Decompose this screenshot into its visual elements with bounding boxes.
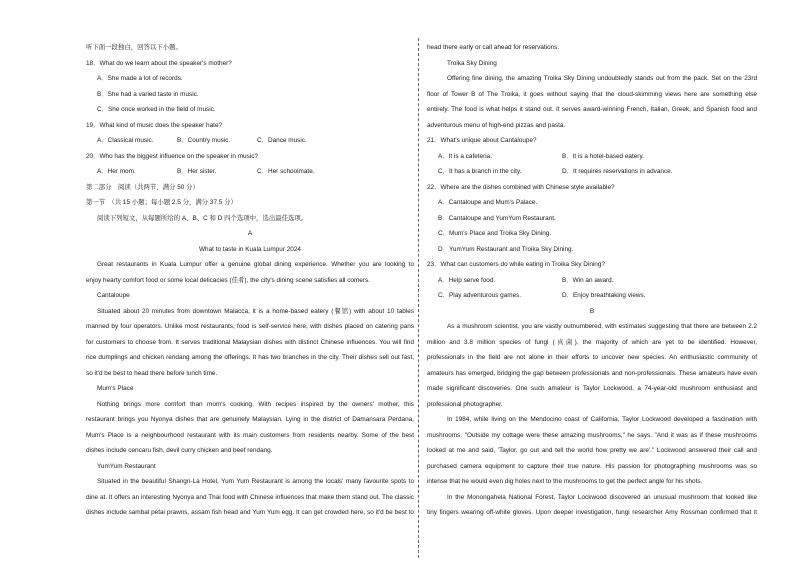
question-22-option-d[interactable]: D．YumYum Restaurant and Troika Sky Dining.	[438, 245, 574, 253]
question-19-option-a[interactable]: A．Classical music.	[97, 137, 154, 144]
passage-b-paragraph-3-line: In the Monongahela National Forest, Taylor Lockwood discovered an unusual mushroom that looked like	[447, 493, 757, 501]
question-19-options	[86, 133, 414, 149]
passage-b-paragraph-2-line: looked at me and said, 'Taylor, go out and tell the world how pretty we are'." Lockwood answered their call and	[427, 447, 757, 454]
mums-place-heading: Mum's Place	[97, 385, 134, 392]
left-column	[86, 40, 414, 521]
troika-line: floor of Tower B of The Troika, it goes without saying that the cloud-skimming views here are something else	[427, 90, 757, 98]
question-20-stem: 20．Who has the biggest influence on the speaker in music?	[86, 152, 258, 160]
reading-directions: 阅读下列短文，从每题所给的 A、B、C 和 D 四个选项中，选出最佳选项。	[97, 214, 308, 222]
question-23-option-a[interactable]: A．Help serve food.	[438, 276, 496, 284]
listening-instruction: 听下面一段独白，回答以下小题。	[86, 44, 182, 51]
passage-b-paragraph-1-line: amateurs has emerged, bridging the gap between professionals and non-professionals. These amateurs have even	[427, 369, 757, 377]
question-21-options-row-2	[427, 164, 757, 180]
passage-a-letter: A	[247, 230, 253, 237]
question-20-options	[86, 164, 414, 180]
question-21-option-a[interactable]: A．It is a cafeteria.	[438, 152, 492, 160]
yumyum-line: head there early or call ahead for reservations.	[427, 44, 560, 51]
question-18-stem: 18．What do we learn about the speaker's mother?	[86, 59, 232, 67]
question-18-option-c[interactable]: C．She once worked in the field of music.	[97, 106, 216, 113]
yumyum-heading: YumYum Restaurant	[97, 462, 156, 470]
cantaloupe-line: rice dumplings and chicken rendang among the offerings. It has two branches in the city. Their dishes sell out fast,	[86, 354, 414, 361]
passage-b-paragraph-2-line: purchased camera equipment to capture their true nature. His passion for photographing mushrooms was so	[427, 462, 757, 470]
mums-place-line: dishes include cencaru fish, devil curry chicken and beef rendang.	[86, 447, 273, 454]
passage-b-paragraph-1-line: made significant discoveries. One such amateur is Taylor Lockwood, a 74-year-old mushroom enthusiast and	[427, 385, 757, 392]
question-21-options-row-1	[427, 149, 757, 165]
mums-place-line: Mum's Place is a neighbourhood restaurant with its main customers from residents nearby. Some of the best	[86, 431, 414, 439]
passage-b-paragraph-1-line: professional photographer.	[427, 400, 503, 408]
question-19-option-c[interactable]: C．Dance music.	[257, 137, 307, 144]
question-22-stem: 22．Where are the dishes combined with Chinese style available?	[427, 183, 615, 191]
troika-heading: Troika Sky Dining	[447, 59, 497, 67]
intro-line: enjoy hearty comfort food or some local delicacies (佳肴), the city's dining scene satisfies all comers.	[86, 276, 370, 284]
passage-b-paragraph-1-line: million and 3.8 million species of fungi (真菌), the majority of which are yet to be identified. However,	[427, 338, 757, 346]
passage-b-paragraph-2-line: mushrooms. "Outside my cottage were these amazing mushrooms," he says. "And it was as if these mushrooms	[427, 431, 757, 439]
passage-b-paragraph-2-line: In 1984, while living on the Mendocino coast of California, Taylor Lockwood developed a fascination with	[447, 416, 757, 423]
question-21-option-b[interactable]: B．It is a hotel-based eatery.	[562, 152, 644, 160]
question-21-option-d[interactable]: D．It requires reservations in advance.	[562, 168, 673, 175]
right-column	[427, 40, 757, 521]
question-23-options-row-2	[427, 288, 757, 304]
question-22-option-b[interactable]: B．Cantaloupe and YumYum Restaurant.	[438, 214, 556, 222]
intro-line: Great restaurants in Kuala Lumpur offer a genuine global dining experience. Whether you are looking to	[97, 261, 414, 268]
cantaloupe-line: Situated about 20 minutes from downtown Malacca, it is a home-based eatery (餐馆) with about 10 tables	[97, 307, 414, 315]
question-23-option-c[interactable]: C．Play adventurous games.	[438, 292, 522, 299]
cantaloupe-line: so it'd be best to head there before lunch time.	[86, 369, 218, 377]
question-18-option-b[interactable]: B．She had a varied taste in music.	[97, 90, 199, 98]
passage-b-paragraph-1-line: professionals in the field are not alone in their efforts to uncover new species. An enthusiastic community of	[427, 354, 757, 361]
yumyum-line: dishes include sambal petai prawns, assam fish head and Yum Yum egg. It can get crowded here, so it'd be best to	[86, 509, 414, 516]
mums-place-line: restaurant brings you Nyonya dishes that are genuinely Malaysian. Lying in the district of Damansara Perdana,	[86, 416, 414, 423]
question-22-option-a[interactable]: A．Cantaloupe and Mum's Palace.	[438, 199, 538, 206]
cantaloupe-heading: Cantaloupe	[97, 292, 130, 299]
yumyum-line: dine at. It offers an interesting Nyonya and Thai food with Chinese influences that make them stand out. The classic	[86, 493, 414, 501]
passage-b-paragraph-1-line: As a mushroom scientist, you are vastly outnumbered, with estimates suggesting that there are between 2.2	[447, 323, 757, 330]
cantaloupe-line: manned by four operators. Unlike most restaurants, food is self-service here, with dishes placed on catering pans	[86, 323, 414, 330]
question-21-option-c[interactable]: C．It has a branch in the city.	[438, 168, 522, 175]
cantaloupe-line: for customers to choose from. It serves traditional Malaysian dishes with distinct Chinese influences. You will find	[86, 338, 414, 346]
troika-line: entirely. The food is what helps it stand out. It serves award-winning French, Italian, Greek, and Spanish food and	[427, 106, 757, 113]
column-divider	[418, 38, 419, 558]
question-23-stem: 23．What can customers do while eating in Troika Sky Dining?	[427, 261, 605, 268]
mums-place-line: Nothing brings more comfort than mom's cooking. With recipes inspired by the owners' mother, this	[97, 400, 414, 408]
section-one-heading: 第一节 （共 15 小题；每小题 2.5 分，满分 37.5 分）	[86, 199, 237, 206]
passage-b-paragraph-2-line: intense that he would even dig holes next to the mushrooms to get the perfect angle for his shots.	[427, 478, 703, 485]
question-20-option-b[interactable]: B．Her sister.	[177, 168, 217, 175]
troika-line: Offering fine dining, the amazing Troika Sky Dining undoubtedly stands out from the pack. Set on the 23rd	[447, 75, 757, 82]
passage-b-letter: B	[589, 307, 595, 315]
question-18-option-a[interactable]: A．She made a lot of records.	[97, 75, 183, 82]
question-19-stem: 19．What kind of music does the speaker hate?	[86, 121, 223, 129]
question-21-stem: 21．What's unique about Cantaloupe?	[427, 137, 537, 144]
reading-part-heading: 第二部分 阅读（共两节，满分 50 分）	[86, 183, 199, 191]
troika-line: adventurous menu of high-end pizzas and pasta.	[427, 121, 566, 129]
yumyum-line: Situated in the beautiful Shangri-La Hotel, Yum Yum Restaurant is among the locals' many favourite spots to	[97, 478, 414, 485]
question-23-options-row-1	[427, 273, 757, 289]
question-23-option-b[interactable]: B．Win an award.	[562, 276, 614, 284]
question-19-option-b[interactable]: B．Country music.	[177, 137, 231, 144]
passage-b-paragraph-3-line: tiny fingers wearing off-white gloves. Upon deeper investigation, fungi researcher Amy Rossman confirmed that it	[427, 509, 757, 516]
question-20-option-a[interactable]: A．Her mom.	[97, 168, 136, 175]
question-23-option-d[interactable]: D．Enjoy breathtaking views.	[562, 292, 646, 299]
question-22-option-c[interactable]: C．Mum's Place and Troika Sky Dining.	[438, 230, 552, 237]
question-20-option-c[interactable]: C．Her schoolmate.	[257, 168, 315, 175]
passage-a-title: What to taste in Kuala Lumpur 2024	[199, 245, 301, 253]
